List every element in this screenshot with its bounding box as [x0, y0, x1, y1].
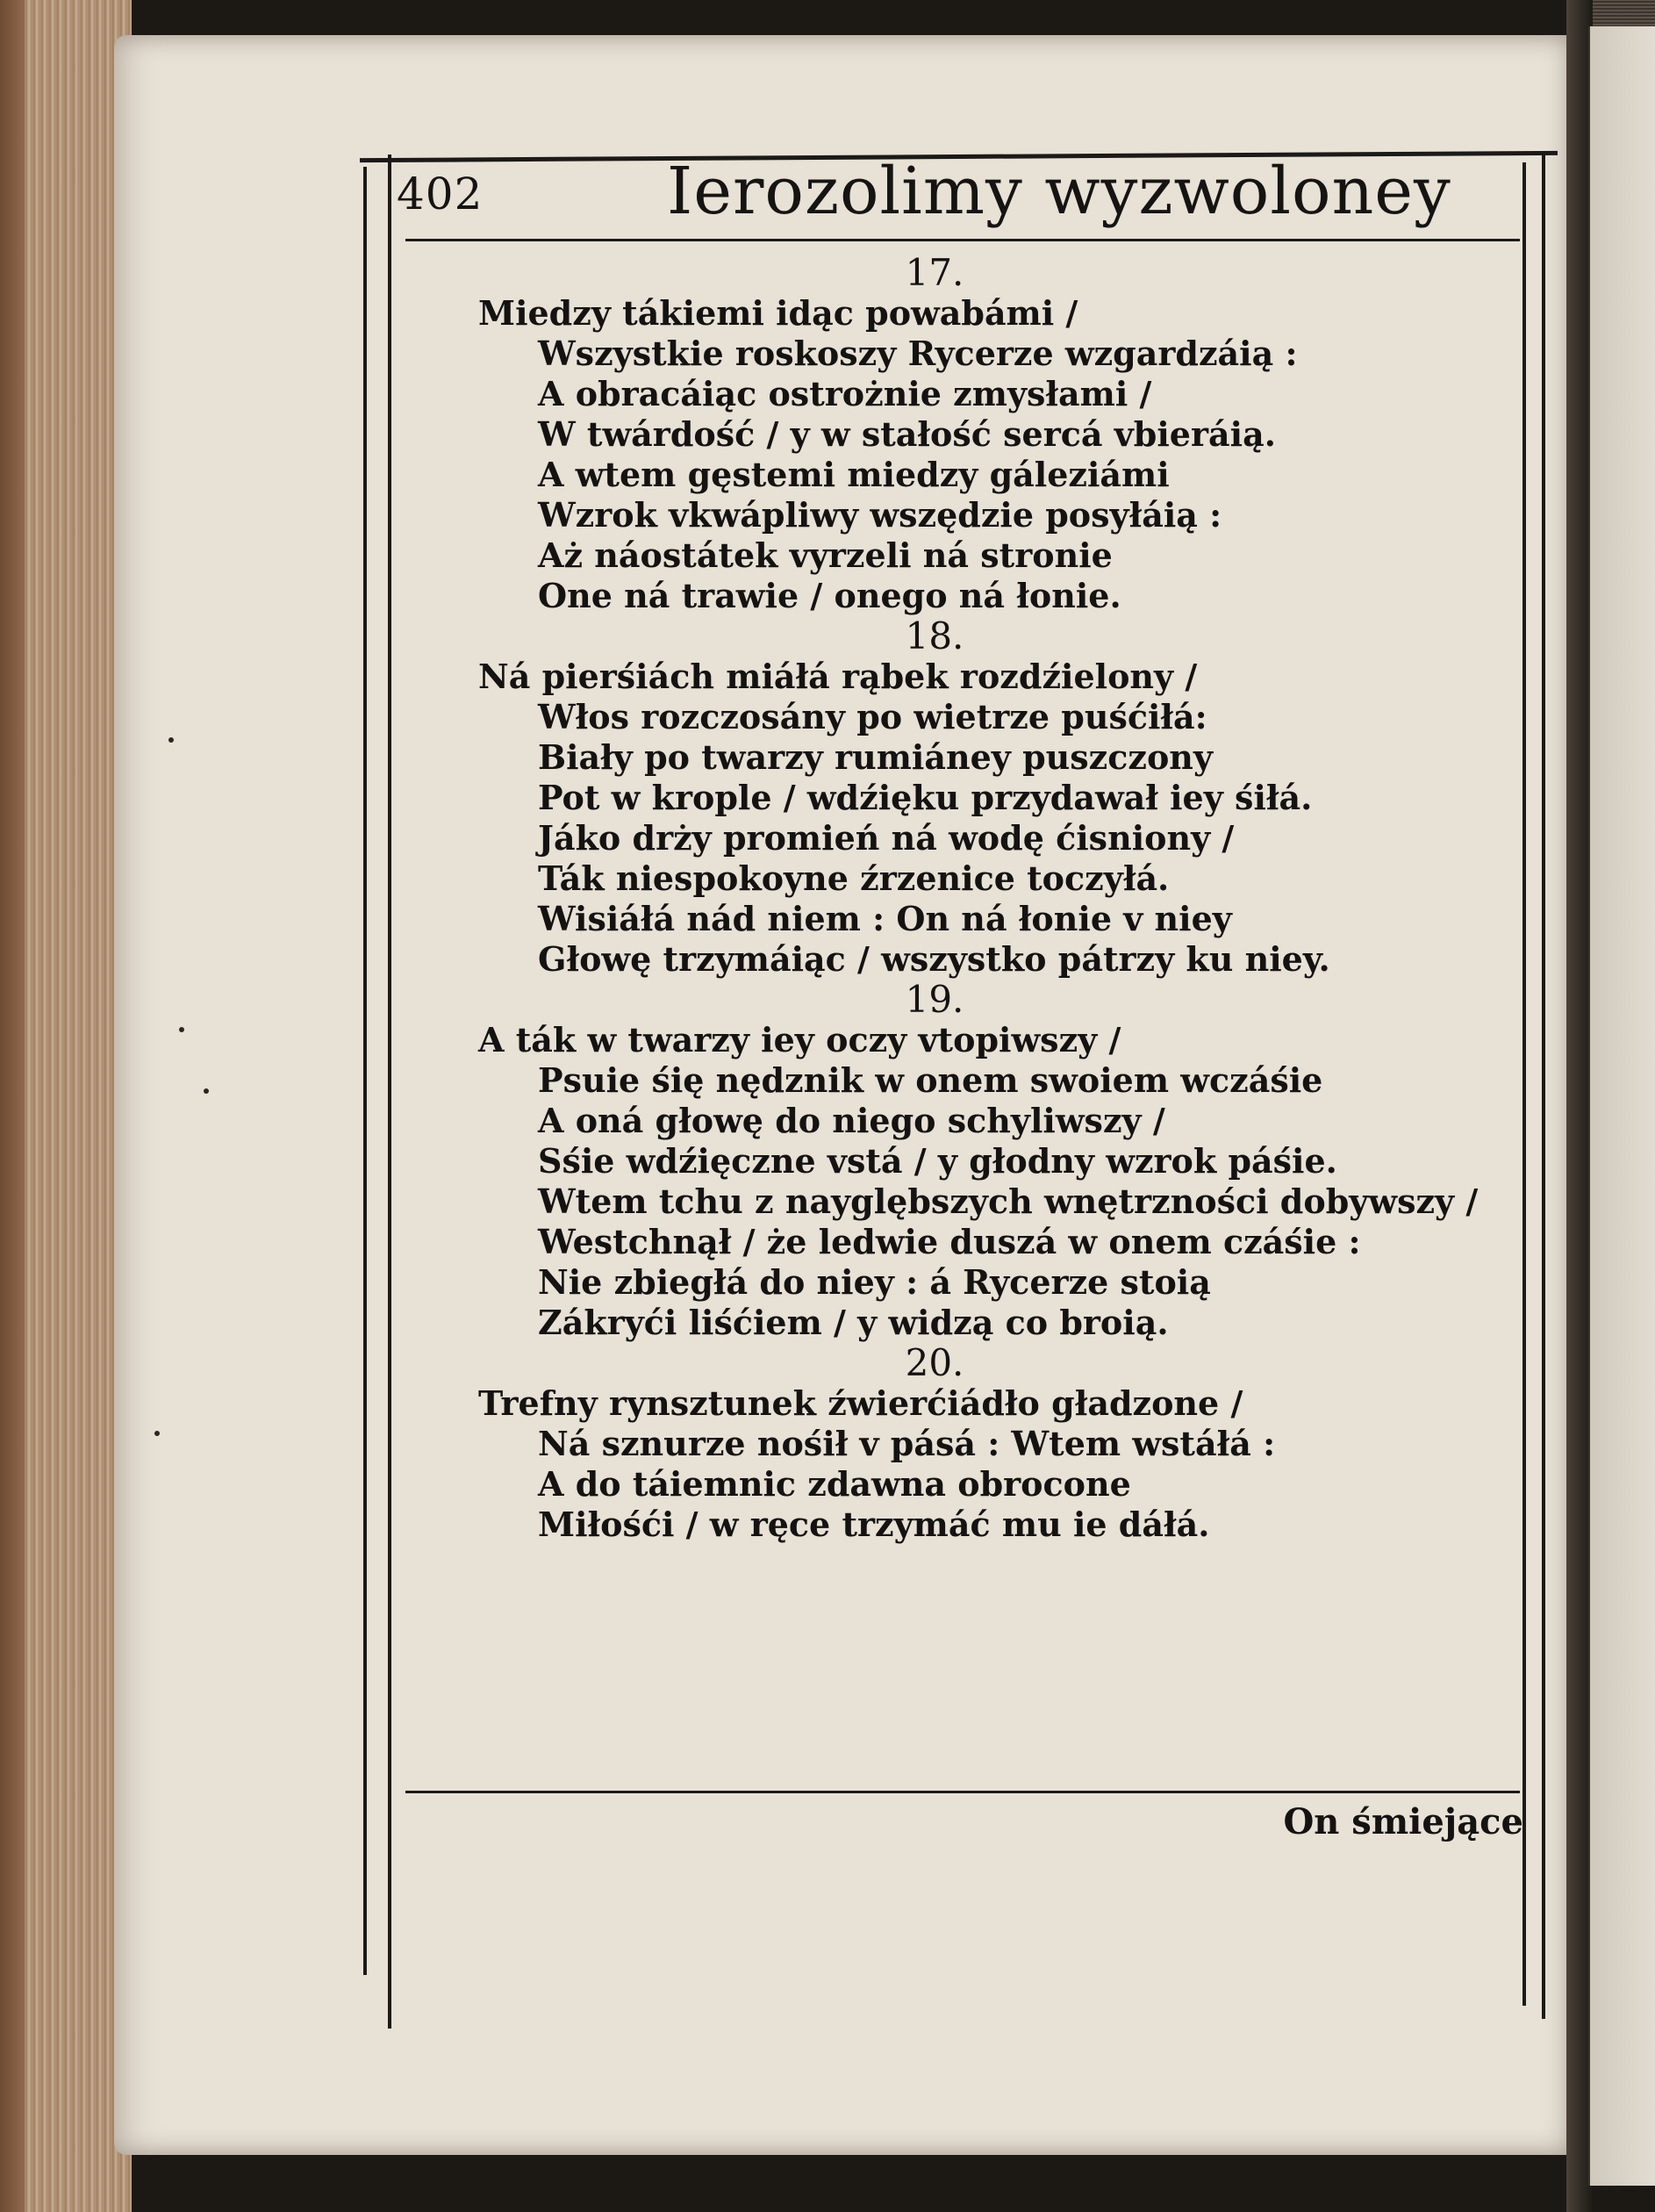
verse-line: Jáko drży promień ná wodę ćisniony / — [538, 818, 1235, 858]
verse-line: Nie zbiegłá do niey : á Rycerze stoią — [538, 1262, 1211, 1302]
verse-line: Wisiáłá nád niem : On ná łonie v niey — [538, 899, 1232, 938]
verse-line: Biały po twarzy rumiáney puszczony — [538, 737, 1214, 777]
verse-line: Zákryći liśćiem / y widzą co broią. — [538, 1303, 1169, 1342]
stanza-number: 18. — [905, 614, 964, 657]
verse-line: Głowę trzymáiąc / wszystko pátrzy ku niey. — [538, 939, 1330, 979]
stanza-number: 17. — [905, 251, 964, 294]
running-head: Ierozolimy wyzwoloney — [667, 154, 1451, 229]
stanza — [478, 253, 1522, 616]
page-number: 402 — [397, 169, 484, 219]
verse-line: W twárdość / y w stałość sercá vbieráią. — [538, 414, 1276, 454]
verse-line: Włos rozczosány po wietrze puśćiłá: — [538, 697, 1207, 736]
verse-line: Wtem tchu z nayglębszych wnętrzności dobywszy / — [538, 1181, 1479, 1221]
verse-line: Aż náostátek vyrzeli ná stronie — [538, 535, 1113, 575]
verse-line: Trefny rynsztunek źwierćiádło gładzone / — [478, 1383, 1243, 1423]
stanza — [478, 980, 1522, 1343]
verse-line: A obracáiąc ostrożnie zmysłami / — [538, 374, 1152, 413]
verse-line: Wszystkie roskoszy Rycerze wzgardzáią : — [538, 334, 1298, 373]
frame-left-rule-inner — [388, 154, 391, 2029]
verse-line: Pot w krople / wdźięku przydawał iey śiłá. — [538, 778, 1313, 817]
verse-line: Miłośći / w ręce trzymáć mu ie dáłá. — [538, 1505, 1210, 1544]
verse-line: Westchnął / że ledwie duszá w onem czáśie : — [538, 1222, 1361, 1261]
verse-line: A do táiemnic zdawna obrocone — [538, 1464, 1131, 1504]
stanza-number: 20. — [905, 1341, 964, 1384]
verse-line: Ták niespokoyne źrzenice toczyłá. — [538, 858, 1170, 898]
verse-line: Ná pierśiách miáłá rąbek rozdźielony / — [478, 657, 1198, 696]
book-page-edges — [0, 0, 132, 2212]
verse-line: Sśie wdźięczne vstá / y głodny wzrok páśie. — [538, 1141, 1337, 1181]
frame-right-rule-inner — [1522, 162, 1526, 2006]
verse-line: Psuie śię nędznik w onem swoiem wczáśie — [538, 1060, 1323, 1100]
stanza — [478, 1343, 1522, 1545]
stanza — [478, 616, 1522, 980]
facing-page — [1588, 26, 1655, 2186]
verse-line: A wtem gęstemi miedzy gáleziámi — [538, 455, 1170, 494]
verse-line: Ná sznurze nośił v pásá : Wtem wstáłá : — [538, 1424, 1276, 1463]
frame-right-rule-outer — [1542, 154, 1545, 2019]
verse-line: Miedzy tákiemi idąc powabámi / — [478, 293, 1078, 333]
catchword: On śmiejące — [1283, 1801, 1523, 1842]
verse-line: One ná trawie / onego ná łonie. — [538, 576, 1121, 615]
poem-text — [478, 253, 1522, 1545]
verse-line: A ták w twarzy iey oczy vtopiwszy / — [478, 1020, 1121, 1059]
footer-rule — [405, 1791, 1520, 1793]
frame-left-rule-outer — [363, 167, 367, 1975]
verse-line: Wzrok vkwápliwy wszędzie posyłáią : — [538, 495, 1222, 535]
verse-line: A oná głowę do niego schyliwszy / — [538, 1101, 1165, 1140]
header-rule — [405, 239, 1520, 241]
stanza-number: 19. — [905, 978, 964, 1021]
